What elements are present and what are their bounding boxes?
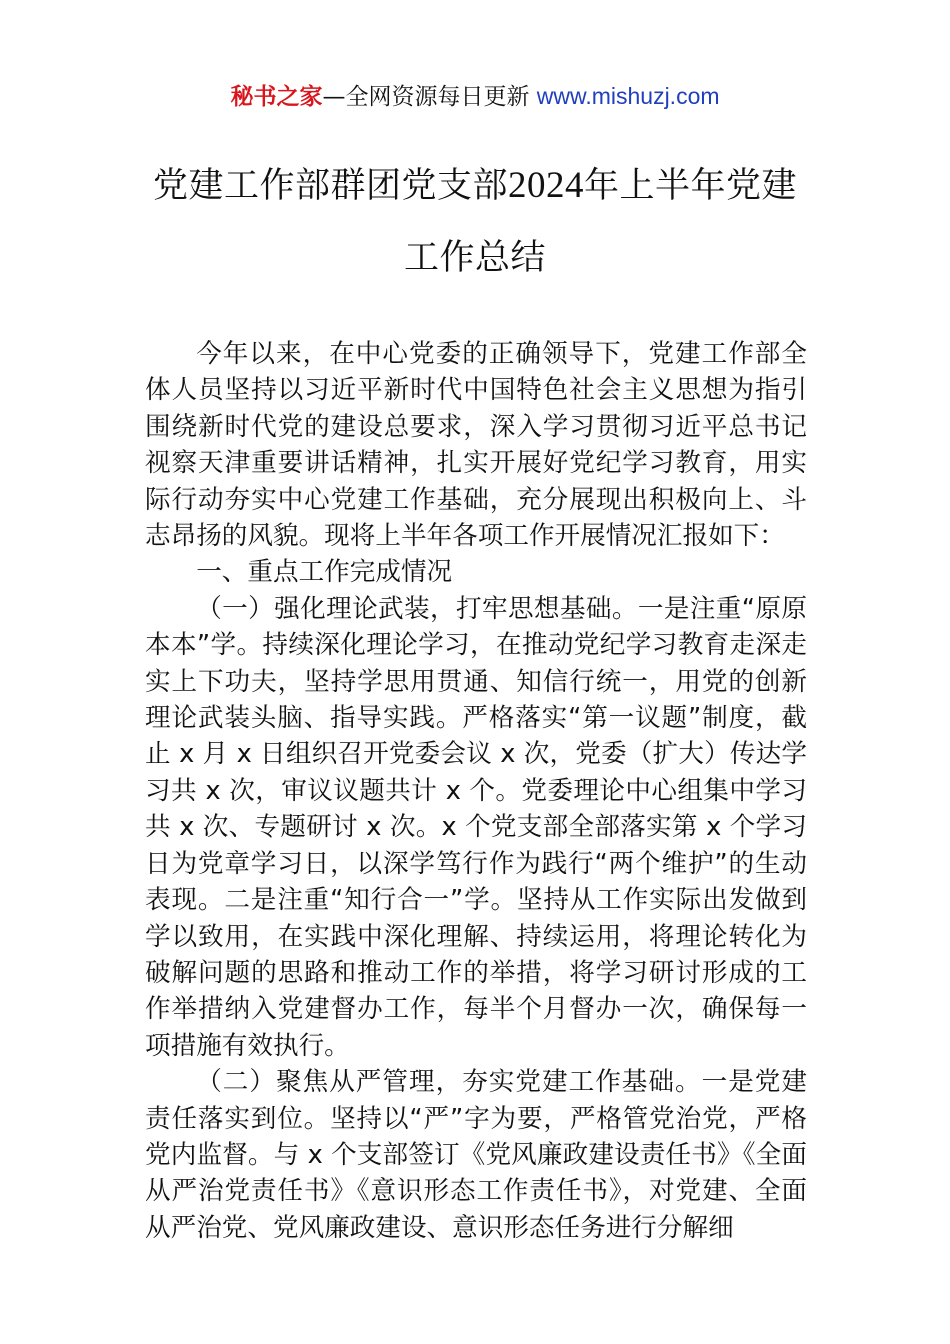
document-title <box>120 150 830 294</box>
section-heading-1: 一、重点工作完成情况 <box>196 557 453 588</box>
paragraph-theory: （一）强化理论武装，打牢思想基础。一是注重“原原本本”学。持续深化理论学习，在推动党纪学习教育走深走实上下功夫，坚持学思用贯通、知信行统一，用党的创新理论武装头脑、指导实践。严格落实“第一议题”制度，截止 x 月 x 日组织召开党委会议 x 次，党委（扩大）传达学习共 x 次，审议议题共计 x 个。党委理论中心组集中学习共 x 次、专题研讨 x 次。x 个党支部全部落实第 x 个学习日为党章学习日，以深学笃行作为践行“两个维护”的生动表现。二是注重“知行合一”学。坚持从工作实际出发做到学以致用，在实践中深化理解、持续运用，将理论转化为破解问题的思路和推动工作的举措，将学习研讨形成的工作举措纳入党建督办工作，每半个月督办一次，确保每一项措施有效执行。 <box>145 593 807 1061</box>
site-header <box>0 78 950 115</box>
title-line-1 <box>120 150 830 222</box>
site-url-link[interactable]: www.mishuzj.com <box>536 83 720 109</box>
title-line-1-part-b: 年上半年党建 <box>584 166 798 206</box>
title-line-1-part-a: 党建工作部群团党支部 <box>152 166 508 206</box>
title-line-2: 工作总结 <box>403 238 546 278</box>
title-year: 2024 <box>508 165 584 206</box>
paragraph-management: （二）聚焦从严管理，夯实党建工作基础。一是党建责任落实到位。坚持以“严”字为要，严格管党治党，严格党内监督。与 x 个支部签订《党风廉政建设责任书》《全面从严治党责任书》《意识形态工作责任书》，对党建、全面从严治党、党风廉政建设、意识形态任务进行分解细 <box>145 1067 807 1243</box>
site-tagline: —全网资源每日更新 <box>322 84 537 110</box>
site-brand: 秘书之家 <box>230 84 323 110</box>
document-body <box>145 336 807 1246</box>
paragraph-intro: 今年以来，在中心党委的正确领导下，党建工作部全体人员坚持以习近平新时代中国特色社会主义思想为指引围绕新时代党的建设总要求，深入学习贯彻习近平总书记视察天津重要讲话精神，扎实开展好党纪学习教育，用实际行动夯实中心党建工作基础，充分展现出积极向上、斗志昂扬的风貌。现将上半年各项工作开展情况汇报如下： <box>145 339 807 552</box>
